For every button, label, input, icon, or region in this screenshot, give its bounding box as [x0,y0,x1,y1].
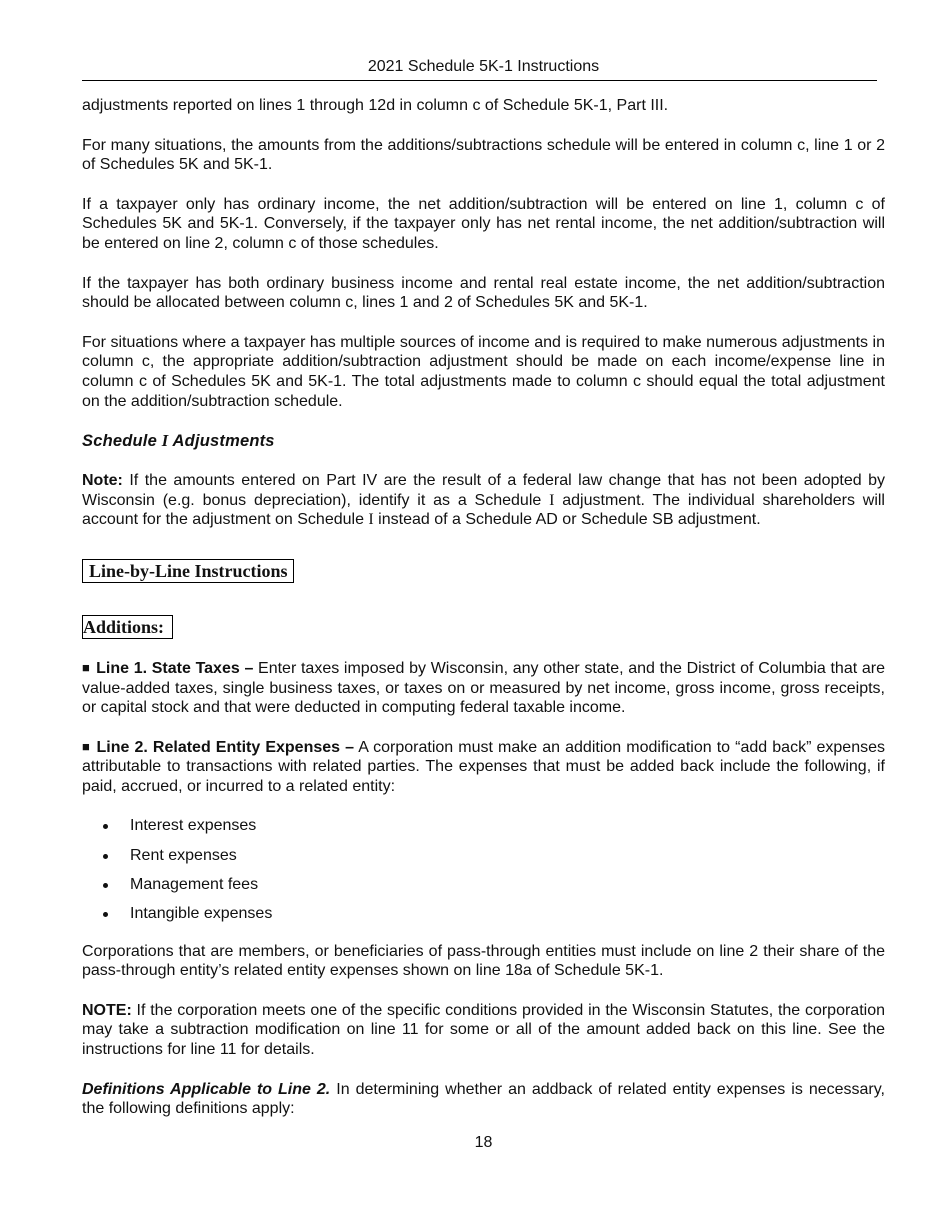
line-by-line-box [82,559,885,583]
note-roman-i-2: I [368,511,374,529]
paragraph-note-subtraction [82,1001,885,1060]
note-text-3: instead of a Schedule AD or Schedule SB adjustment. [373,511,761,529]
bullet-dot-icon [103,883,108,888]
paragraph-multiple-sources: For situations where a taxpayer has multiple sources of income and is required to make numerous adjustments in column c, the appropriate addition/subtraction adjustment should be made on each income/expense line in column c of Schedules 5K and 5K-1. The total adjustments made to column c should equal the total adjustment on the addition/subtraction schedule. [82,333,885,410]
page-number: 18 [474,1134,493,1151]
note-roman-i-1: I [549,491,555,509]
note-text-2: adjustment. The individual shareholders will account for the adjustment on Schedule [82,491,885,529]
schedule-i-note [82,471,885,530]
line-1-label: Line 1. State Taxes – [96,659,254,677]
line-2-label: Line 2. Related Entity Expenses – [96,738,355,756]
list-item-text: Interest expenses [130,817,257,835]
line-by-line-heading: Line-by-Line Instructions [82,559,294,583]
paragraph-many-situations: For many situations, the amounts from the additions/subtractions schedule will be entered in column c, line 1 or 2 of Schedules 5K and 5K-1. [82,136,885,174]
paragraph-adjustments-reported: adjustments reported on lines 1 through 12d in column c of Schedule 5K-1, Part III. [82,97,669,114]
bullet-dot-icon [103,912,108,917]
paragraph-definitions [82,1080,885,1119]
list-item-text: Management fees [130,875,259,893]
bullet-dot-icon [103,824,108,829]
paragraph-both-incomes: If the taxpayer has both ordinary business income and rental real estate income, the net addition/subtraction should be allocated between column c, lines 1 and 2 of Schedules 5K and 5K-1. [82,274,885,312]
square-bullet-icon: ■ [82,738,91,754]
paragraph-pass-through-entities: Corporations that are members, or beneficiaries of pass-through entities must include on line 2 their share of the pass-through entity’s related entity expenses shown on line 18a of Schedule 5K-1. [82,942,885,980]
bullet-dot-icon [103,854,108,859]
paragraph-ordinary-income: If a taxpayer only has ordinary income, the net addition/subtraction will be entered on line 1, column c of Schedules 5K and 5K-1. Conversely, if the taxpayer only has net rental income, the net addition/subtraction will be entered on line 2, column c of those schedules. [82,195,885,252]
expense-list [82,816,885,923]
page-header: 2021 Schedule 5K-1 Instructions [367,58,600,75]
header-divider [82,80,877,81]
note-caps-text: If the corporation meets one of the specific conditions provided in the Wisconsin Statutes, the corporation may take a subtraction modification on line 11 for some or all of the amount added back on this line. See the instructions for line 11 for details. [82,1001,885,1058]
heading-text-suffix: Adjustments [168,432,275,451]
list-item-text: Intangible expenses [130,905,273,923]
list-item [103,816,885,836]
definitions-label: Definitions Applicable to Line 2. [82,1080,331,1098]
square-bullet-icon: ■ [82,659,91,675]
list-item [103,875,885,895]
heading-roman-i: I [161,431,169,451]
definitions-text: In determining whether an addback of related entity expenses is necessary, the following definitions apply: [82,1080,886,1118]
line-2-text: A corporation must make an addition modification to “add back” expenses attributable to transactions with related parties. The expenses that must be added back include the following, if paid, accrued, or incurred to a related entity: [82,738,885,795]
list-item [103,904,885,924]
line-2-related-entity-expenses [82,738,885,797]
additions-box [82,615,885,639]
note-label: Note: [82,472,123,490]
document-body [82,96,885,1119]
list-item [103,846,885,866]
heading-text-prefix: Schedule [82,432,162,451]
schedule-i-adjustments-heading [82,431,885,451]
line-1-text: Enter taxes imposed by Wisconsin, any other state, and the District of Columbia that are value-added taxes, single business taxes, or taxes on or measured by net income, gross income, gross receipts, or capital stock and that were deducted in computing federal taxable income. [82,659,885,717]
line-1-state-taxes [82,659,885,718]
additions-heading: Additions: [82,615,173,639]
note-caps-label: NOTE: [82,1001,132,1019]
note-text-1: If the amounts entered on Part IV are the result of a federal law change that has not been adopted by Wisconsin (e.g. bonus depreciation), identify it as a Schedule [82,472,885,509]
list-item-text: Rent expenses [130,846,237,864]
